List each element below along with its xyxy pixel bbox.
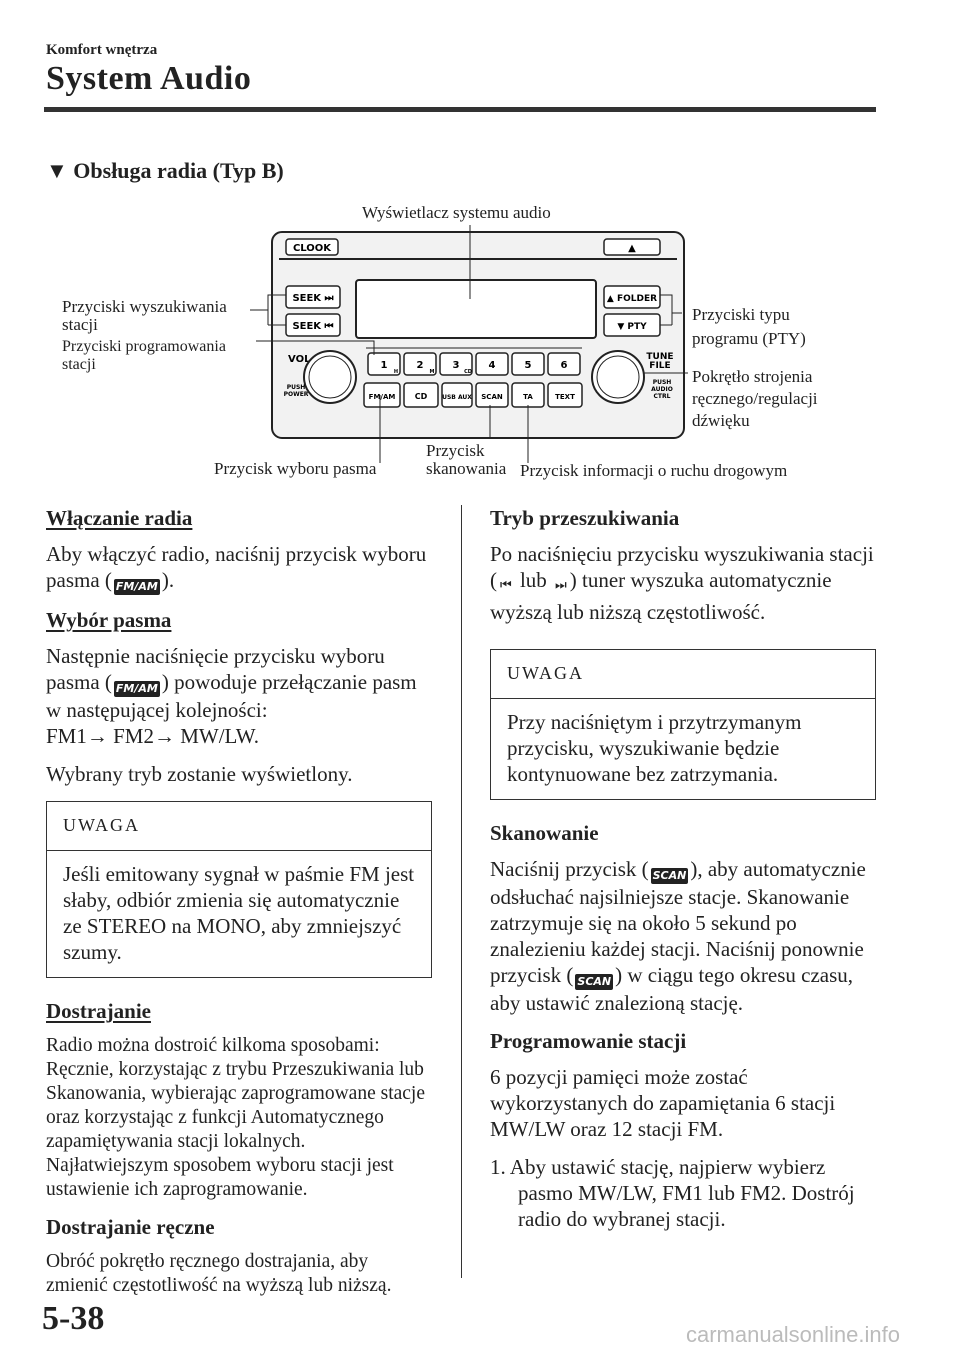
label-preset-buttons-1: Przyciski programowania bbox=[62, 338, 226, 355]
svg-text:FILE: FILE bbox=[649, 361, 671, 371]
label-preset-buttons-2: stacji bbox=[62, 356, 96, 373]
para-band-shown: Wybrany tryb zostanie wyświetlony. bbox=[46, 762, 353, 786]
svg-text:6: 6 bbox=[560, 360, 568, 371]
chapter-label: Komfort wnętrza bbox=[46, 42, 158, 58]
svg-text:USB AUX: USB AUX bbox=[442, 394, 472, 401]
page-title: System Audio bbox=[46, 60, 252, 97]
label-tune-3: dźwięku bbox=[692, 411, 750, 430]
note-2-body: Przy naciśniętym i przytrzymanym przycisku, wyszukiwanie będzie kontynuowane bez zatrzymania. bbox=[507, 710, 802, 786]
radio-diagram bbox=[0, 195, 960, 485]
svg-text:AUDIO: AUDIO bbox=[651, 386, 673, 393]
seek-down-label: SEEK ⏮ bbox=[292, 321, 334, 332]
svg-text:4: 4 bbox=[488, 360, 496, 371]
para-tuning: Radio można dostroić kilkoma sposobami: Ręcznie, korzystając z trybu Przeszukiwania lub Skanowania, wybierając zaprogramowane stacje oraz korzystając z funkcji Automatycznego zapamiętywania stacji lokalnych. Najłatwiejszym sposobem wyboru stacji jest ustawienie ich zaprogramowanie. bbox=[46, 1035, 425, 1200]
heading-manual: Dostrajanie ręczne bbox=[46, 1215, 215, 1239]
column-divider bbox=[461, 505, 462, 1278]
para-manual: Obróć pokrętło ręcznego dostrajania, aby zmienić częstotliwość na wyższą lub niższą. bbox=[46, 1251, 392, 1296]
label-band-button: Przycisk wyboru pasma bbox=[214, 459, 377, 478]
svg-text:CTRL: CTRL bbox=[653, 393, 671, 400]
note-1-body: Jeśli emitowany sygnał w paśmie FM jest słaby, odbiór zmienia się automatycznie ze STEREO na MONO, aby zmniejszyć szumy. bbox=[63, 862, 415, 964]
svg-text:5: 5 bbox=[524, 360, 532, 371]
svg-text:PUSH: PUSH bbox=[286, 384, 306, 391]
svg-text:2: 2 bbox=[416, 360, 424, 371]
watermark: carmanualsonline.info bbox=[685, 1322, 900, 1347]
para-seek: Po naciśnięciu przycisku wyszukiwania stacji ( ⏮ lub ⏭ ) tuner wyszuka automatycznie wyższą lub niższą częstotliwość. bbox=[490, 542, 874, 624]
pty-label: ▼ PTY bbox=[617, 322, 647, 332]
label-ta-button: Przycisk informacji o ruchu drogowym bbox=[520, 461, 788, 480]
note-box-2 bbox=[490, 649, 876, 800]
clook-label: CLOOK bbox=[292, 243, 332, 254]
page-number: 5-38 bbox=[42, 1300, 105, 1337]
label-display: Wyświetlacz systemu audio bbox=[362, 203, 551, 222]
section-title-text: Obsługa radia (Typ B) bbox=[73, 158, 284, 183]
para-preset: 6 pozycji pamięci może zostać wykorzystanych do zapamiętania 6 stacji MW/LW oraz 12 stacji FM. bbox=[490, 1065, 836, 1141]
label-seek-buttons-1: Przyciski wyszukiwania bbox=[62, 297, 227, 316]
left-column bbox=[46, 505, 432, 1310]
audio-display bbox=[356, 280, 596, 338]
label-scan-2: skanowania bbox=[426, 459, 507, 478]
svg-text:M: M bbox=[429, 369, 435, 375]
para-band: Następnie naciśnięcie przycisku wyboru pasma ( FM/AM ) powoduje przełączanie pasm w następującej kolejności: FM1→ FM2→ MW/LW. bbox=[46, 644, 417, 748]
tune-knob bbox=[592, 351, 644, 403]
note-1-heading: UWAGA bbox=[47, 802, 431, 851]
triangle-marker-icon: ▼ bbox=[46, 158, 68, 183]
svg-text:PUSH: PUSH bbox=[652, 379, 672, 386]
svg-text:SCAN: SCAN bbox=[481, 393, 503, 401]
label-tune-1: Pokrętło strojenia bbox=[692, 367, 813, 386]
section-title bbox=[46, 158, 284, 184]
scan-button-icon: SCAN bbox=[652, 869, 687, 882]
seek-next-icon: ⏭ bbox=[555, 578, 567, 593]
note-box-1 bbox=[46, 801, 432, 978]
heading-preset: Programowanie stacji bbox=[490, 1029, 687, 1053]
label-scan-1: Przycisk bbox=[426, 441, 485, 460]
seek-prev-icon: ⏮ bbox=[500, 578, 512, 593]
label-pty-2: programu (PTY) bbox=[692, 329, 806, 348]
label-tune-2: ręcznego/regulacji bbox=[692, 389, 818, 408]
svg-text:3: 3 bbox=[452, 360, 460, 371]
eject-icon: ▲ bbox=[628, 243, 636, 254]
fm-am-button-icon: FM/AM bbox=[115, 580, 158, 593]
svg-text:CD: CD bbox=[414, 392, 428, 401]
svg-text:FM/AM: FM/AM bbox=[368, 393, 396, 401]
svg-text:TA: TA bbox=[523, 393, 533, 401]
tune-label: TUNE bbox=[646, 352, 674, 362]
scan-button-icon-2: SCAN bbox=[577, 975, 612, 988]
heading-seek: Tryb przeszukiwania bbox=[490, 506, 680, 530]
svg-text:CD: CD bbox=[464, 369, 472, 375]
vol-label: VOL bbox=[288, 354, 311, 365]
svg-text:POWER: POWER bbox=[283, 391, 309, 398]
svg-text:TEXT: TEXT bbox=[555, 393, 575, 401]
svg-text:H: H bbox=[393, 369, 399, 375]
svg-text:1: 1 bbox=[380, 360, 388, 371]
header-rule bbox=[44, 107, 876, 112]
para-scan: Naciśnij przycisk ( SCAN ), aby automatycznie odsłuchać najsilniejsze stacje. Skanowanie zatrzymuje się na około 5 sekund po znalezieniu każdej stacji. Naciśnij ponownie przycisk ( SCAN ) w ciągu tego okresu czasu, aby ustawić znalezioną stację. bbox=[490, 857, 866, 1015]
label-seek-buttons-2: stacji bbox=[62, 315, 98, 334]
list-item-step-1: 1. Aby ustawić stację, najpierw wybierz pasmo MW/LW, FM1 lub FM2. Dostrój radio do wybranej stacji. bbox=[490, 1155, 855, 1231]
heading-tuning: Dostrajanie bbox=[46, 999, 151, 1023]
seek-up-label: SEEK ⏭ bbox=[292, 293, 334, 304]
right-column bbox=[490, 505, 876, 1244]
heading-radio-on: Włączanie radia bbox=[46, 506, 193, 530]
heading-band: Wybór pasma bbox=[46, 608, 172, 632]
heading-scan: Skanowanie bbox=[490, 821, 599, 845]
para-radio-on: Aby włączyć radio, naciśnij przycisk wyboru pasma ( FM/AM ). bbox=[46, 542, 427, 593]
fm-am-button-icon-2: FM/AM bbox=[115, 682, 158, 695]
note-2-heading: UWAGA bbox=[491, 650, 875, 699]
label-pty-1: Przyciski typu bbox=[692, 305, 790, 324]
folder-label: ▲ FOLDER bbox=[606, 294, 658, 304]
volume-knob bbox=[304, 351, 356, 403]
